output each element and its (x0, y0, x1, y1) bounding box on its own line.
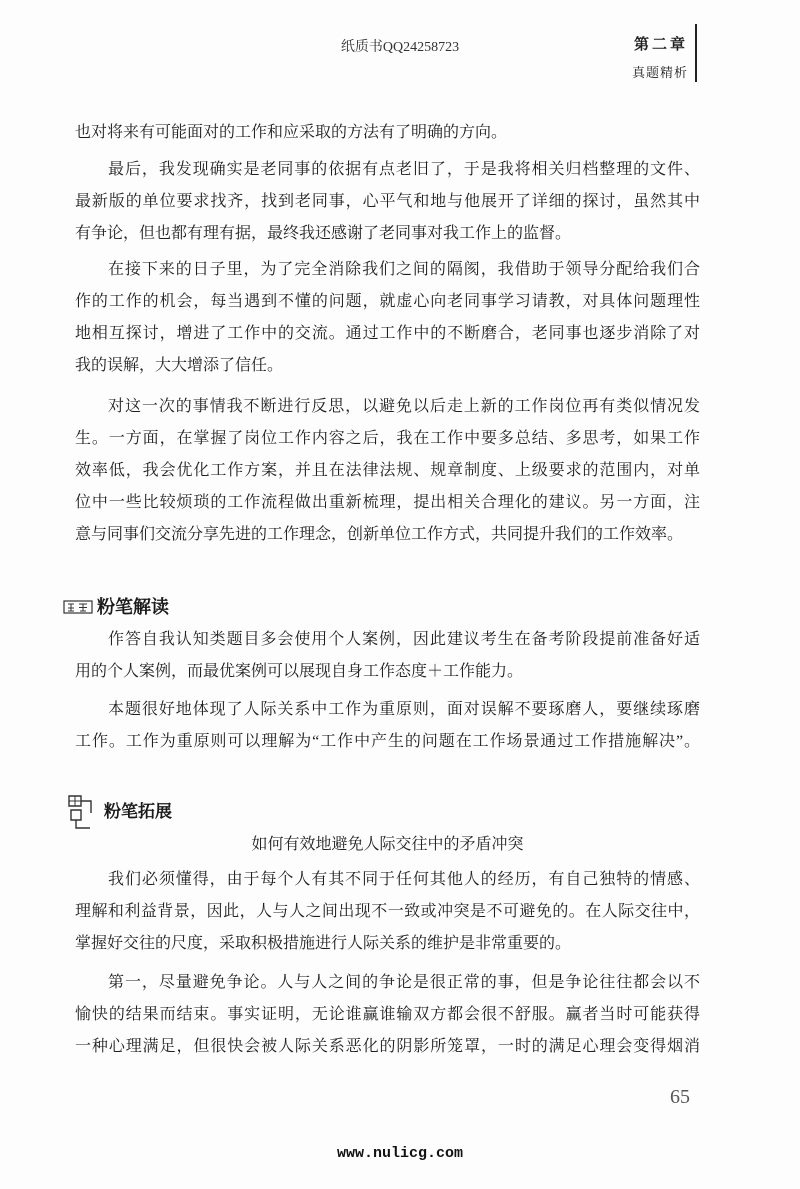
extension-icon (66, 793, 94, 831)
text-line: 最新版的单位要求找齐，找到老同事，心平气和地与他展开了详细的探讨，虽然其中 (75, 193, 700, 210)
page-number: 65 (670, 1086, 690, 1108)
text-line: 生。一方面，在掌握了岗位工作内容之后，我在工作中要多总结、多思考，如果工作 (75, 430, 700, 447)
text-line: 地相互探讨，增进了工作中的交流。通过工作中的不断磨合，老同事也逐步消除了对 (75, 325, 700, 342)
text-line: 掌握好交往的尺度，采取积极措施进行人际关系的维护是非常重要的。 (75, 935, 572, 952)
paragraph (75, 254, 700, 382)
paragraph (75, 694, 700, 758)
text-line: 有争论，但也都有理有据，最终我还感谢了老同事对我工作上的监督。 (75, 225, 572, 242)
interpretation-heading: 粉笔解读 (97, 597, 169, 617)
watermark-text: 纸质书QQ24258723 (340, 40, 460, 55)
text-line: 最后，我发现确实是老同事的依据有点老旧了，于是我将相关归档整理的文件、 (108, 161, 700, 178)
chapter-label: 第二章 (633, 36, 688, 53)
paragraph (75, 391, 700, 551)
text-line: 一种心理满足，但很快会被人际关系恶化的阴影所笼罩，一时的满足心理会变得烟消 (75, 1038, 700, 1055)
text-line: 我们必须懂得，由于每个人有其不同于任何其他人的经历，有自己独特的情感、 (108, 871, 700, 888)
paragraph (75, 967, 700, 1063)
article-title: 如何有效地避免人际交往中的矛盾冲突 (251, 836, 524, 853)
text-line: 对这一次的事情我不断进行反思，以避免以后走上新的工作岗位再有类似情况发 (108, 398, 700, 415)
header-divider (695, 24, 697, 82)
text-line: 也对将来有可能面对的工作和应采取的方法有了明确的方向。 (75, 124, 508, 141)
text-line: 本题很好地体现了人际关系中工作为重原则，面对误解不要琢磨人，要继续琢磨 (108, 701, 700, 718)
text-line: 效率低，我会优化工作方案，并且在法律法规、规章制度、上级要求的范围内，对单 (75, 462, 700, 479)
paragraph (75, 154, 700, 250)
text-line: 理解和利益背景，因此，人与人之间出现不一致或冲突是不可避免的。在人际交往中， (75, 903, 700, 920)
text-line: 在接下来的日子里，为了完全消除我们之间的隔阂，我借助于领导分配给我们合 (108, 261, 700, 278)
footer-url: www.nulicg.com (336, 1145, 464, 1162)
extension-heading: 粉笔拓展 (104, 802, 172, 821)
text-line: 第一，尽量避免争论。人与人之间的争论是很正常的事，但是争论往往都会以不 (108, 974, 700, 991)
text-line: 我的误解，大大增添了信任。 (75, 357, 284, 374)
text-line: 意与同事们交流分享先进的工作理念，创新单位工作方式，共同提升我们的工作效率。 (75, 526, 684, 543)
text-line: 作答自我认知类题目多会使用个人案例，因此建议考生在备考阶段提前准备好适 (108, 631, 700, 648)
paragraph (75, 864, 700, 960)
paragraph (75, 624, 700, 688)
interpretation-icon (63, 599, 93, 615)
text-line: 愉快的结果而结束。事实证明，无论谁赢谁输双方都会很不舒服。赢者当时可能获得 (75, 1006, 700, 1023)
paragraph (75, 117, 700, 149)
text-line: 工作。工作为重原则可以理解为“工作中产生的问题在工作场景通过工作措施解决”。 (75, 733, 700, 750)
text-line: 作的工作的机会，每当遇到不懂的问题，就虚心向老同事学习请教，对具体问题理性 (75, 293, 700, 310)
text-line: 用的个人案例，而最优案例可以展现自身工作态度＋工作能力。 (75, 663, 524, 680)
text-line: 位中一些比较烦琐的工作流程做出重新梳理，提出相关合理化的建议。另一方面，注 (75, 494, 700, 511)
section-label: 真题精析 (631, 65, 688, 80)
